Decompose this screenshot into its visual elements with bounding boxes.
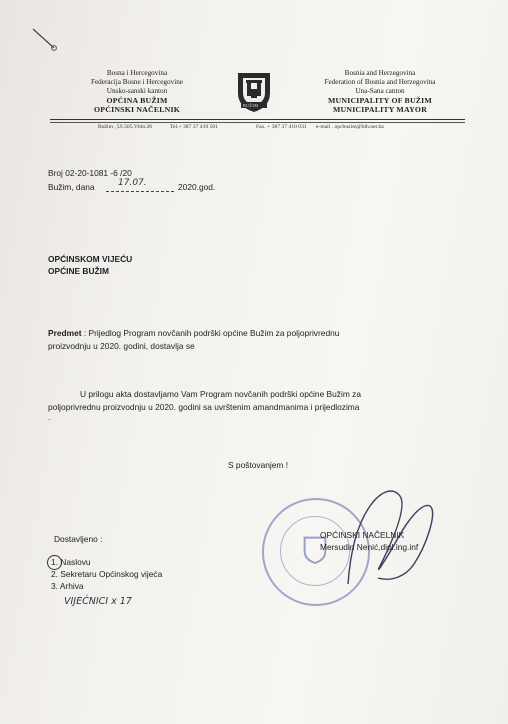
header-right-line: Federation of Bosnia and Herzegovina [324,78,436,86]
header-left-line: Unsko-sanski kanton [106,87,168,95]
header-divider [50,119,465,120]
header-left-office: OPĆINSKI NAČELNIK [94,105,180,114]
handwritten-date: 17.07. [118,178,147,188]
body-line: U prilogu akta dostavljamo Vam Program novčanih podrški općine Bužim za [80,389,362,399]
header-left-municipality: OPĆINA BUŽIM [106,96,168,105]
subject-text: : Prijedlog Program novčanih podrški općine Bužim za poljoprivrednu [81,328,340,338]
signature-name: Mersudin Nenić,dipl.ing.inf [320,542,419,552]
header-left-line: Federacija Bosne i Hercegovine [90,78,183,86]
pen-mark-icon [30,26,60,54]
subject-line-2: proizvodnju u 2020. godini, dostavlja se [48,341,195,351]
header-right-line: Bosnia and Herzegovina [344,69,416,77]
place-date-label: Bužim, dana [48,182,95,192]
distribution-item: 3. Arhiva [51,581,84,591]
header-right-office: MUNICIPALITY MAYOR [332,105,428,114]
date-line [106,191,174,192]
header-right-municipality: MUNICIPALITY OF BUŽIM [328,96,432,105]
header-left-block [57,69,217,114]
body-line: poljoprivrednu proizvodnju u 2020. godini sa uvrštenim amandmanima i prijedlozima [48,402,360,412]
contact-email: e-mail . opcbuzim@bih.net.ba [316,124,384,130]
contact-phone: Tel.+ 387 37 419 501 [170,124,218,130]
closing: S poštovanjem ! [228,460,289,470]
reference-number: Broj 02-20-1081 -6 /20 [48,168,132,178]
recipient-line: OPĆINE BUŽIM [48,266,109,276]
handwritten-note: VIJEĆNICI x 17 [64,596,132,607]
distribution-label: Dostavljeno : [54,534,103,544]
recipient-line: OPĆINSKOM VIJEĆU [48,254,133,264]
header-divider-thin [50,122,465,123]
header-right-line: Una-Sana canton [355,87,405,95]
distribution-item: 1. Naslovu [51,557,91,567]
signature-title: OPĆINSKI NAČELNIK [320,530,405,540]
subject-label: Predmet [48,328,82,338]
header-left-line: Bosna i Hercegovina [106,69,168,77]
body-line: . [48,412,51,422]
subject-line [48,328,339,338]
contact-address: Bužim , Ul.505.Vbbr.26 [98,124,153,130]
crest-banner-text: BUŽIM [243,103,259,108]
header-right-block [300,69,460,114]
reference-year: 2020.god. [178,182,216,192]
distribution-item: 2. Sekretaru Općinskog vijeća [51,569,163,579]
contact-fax: Fax. + 387 37 410 031 [256,124,307,130]
